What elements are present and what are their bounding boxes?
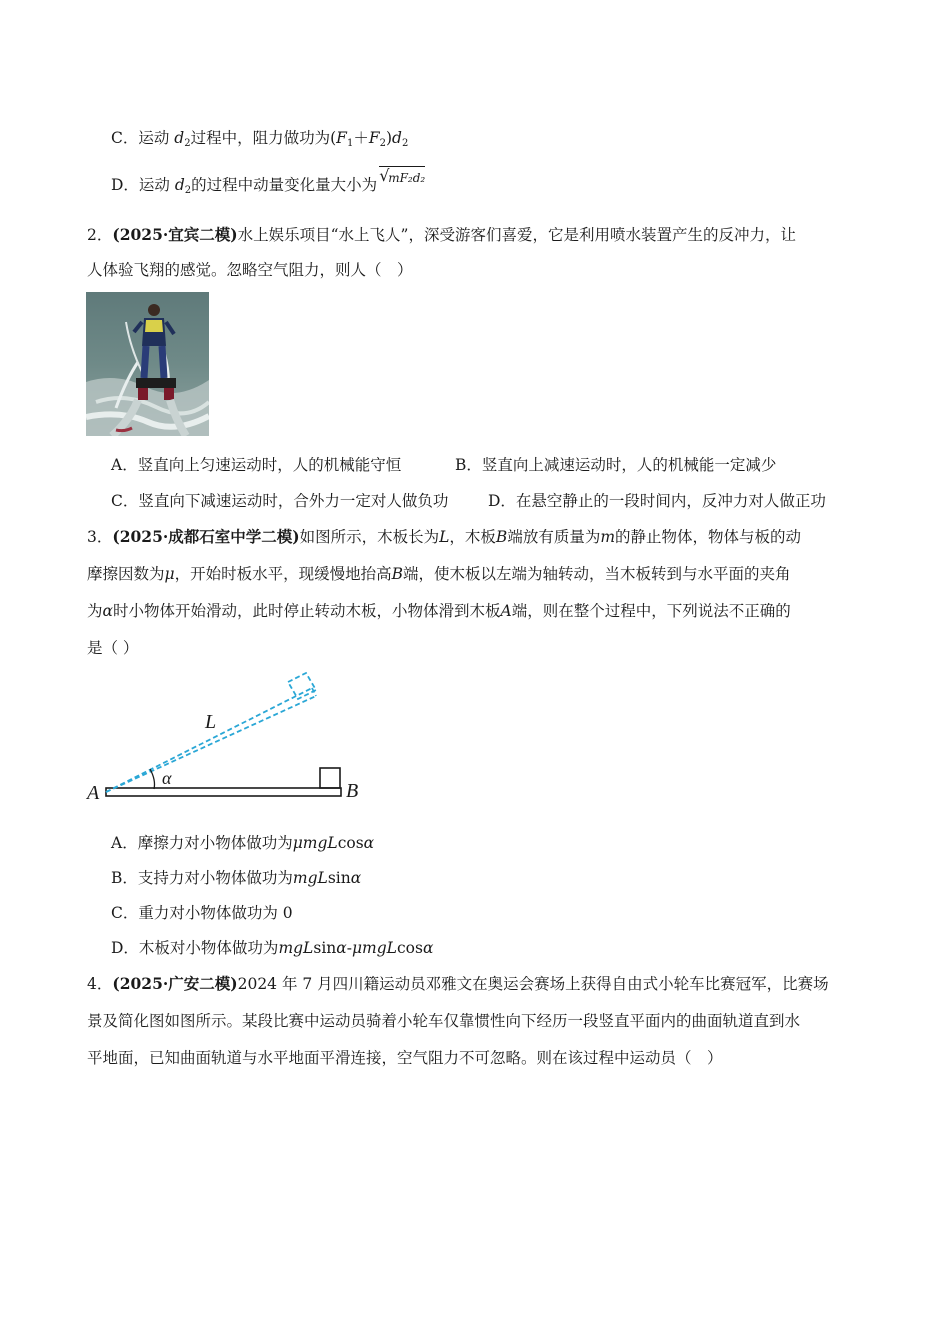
label-A: A [87,782,100,804]
flyboard-photo [86,292,209,436]
q3-stem-line2: 摩擦因数为μ，开始时板水平，现缓慢地抬高B端，使木板以左端为轴转动，当木板转到与水平面的夹角 [87,565,791,583]
q3-stem-line1: 3．(2025·成都石室中学二模)如图所示，木板长为L，木板B端放有质量为m的静止物体，物体与板的动 [87,527,802,546]
q1-option-c: C．运动 $d_2$过程中，阻力做功为$(F_1+F_2)d_2$ [111,129,409,149]
q4-stem-line2: 景及简化图如图所示。某段比赛中运动员骑着小轮车仅靠惯性向下经历一段竖直平面内的曲面轨道直到水 [87,1012,801,1030]
label-B: B [346,780,359,802]
q4-stem-line3: 平地面，已知曲面轨道与水平地面平滑连接，空气阻力不可忽略。则在该过程中运动员（ ） [87,1049,723,1067]
q3-stem-line4: 是（ ） [87,639,139,657]
inclined-board-top-edge [106,688,312,792]
sqrt-expression: √ mF₂d₂ [379,166,425,189]
q3-option-a: A．摩擦力对小物体做功为μmgLcosα [111,834,375,852]
q2-stem-line1: 2．(2025·宜宾二模)水上娱乐项目“水上飞人”，深受游客们喜爱，它是利用喷水装置产生的反冲力，让 [87,225,796,244]
q2-option-b: B．竖直向上减速运动时，人的机械能一定减少 [455,456,777,474]
q3-option-d: D．木板对小物体做功为mgLsinα-μmgLcosα [111,939,434,957]
q3-option-b: B．支持力对小物体做功为mgLsinα [111,869,362,887]
q2-option-a: A．竖直向上匀速运动时，人的机械能守恒 [111,456,402,474]
block-at-b [320,768,340,788]
block-on-incline [288,673,316,699]
label-L: L [205,711,217,733]
inclined-board-diagram [82,668,372,808]
label-alpha: α [162,768,172,788]
q3-stem-line3: 为α时小物体开始滑动，此时停止转动木板，小物体滑到木板A端，则在整个过程中，下列说法不正确的 [87,602,791,620]
horizontal-board [106,788,341,796]
q2-option-c: C．竖直向下减速运动时，合外力一定对人做负功 [111,492,449,510]
q1-option-d: D．运动 $d_2$的过程中动量变化量大小为 √ mF₂d₂ [111,166,426,196]
q2-stem-line2: 人体验飞翔的感觉。忽略空气阻力，则人（ ） [87,261,413,279]
q2-option-d: D．在悬空静止的一段时间内，反冲力对人做正功 [488,492,826,510]
q3-option-c: C．重力对小物体做功为 0 [111,904,293,922]
q4-stem-line1: 4．(2025·广安二模)2024 年 7 月四川籍运动员邓雅文在奥运会赛场上获得自由式小轮车比赛冠军，比赛场 [87,974,829,993]
